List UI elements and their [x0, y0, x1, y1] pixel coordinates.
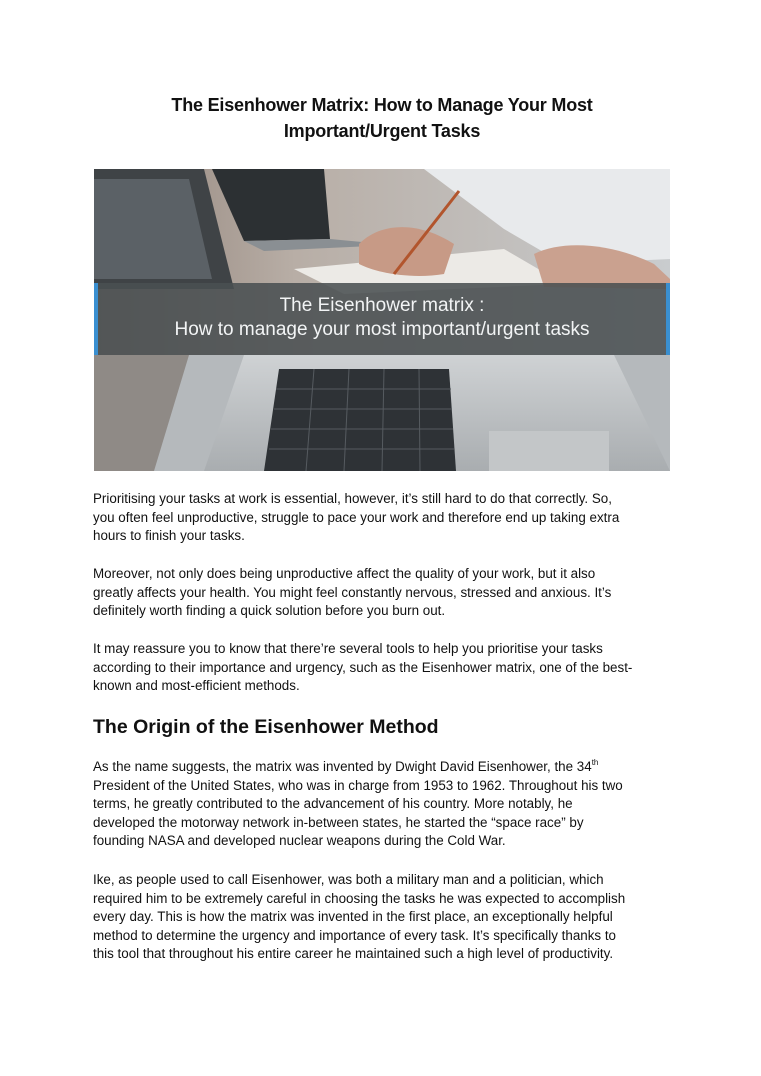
- paragraph-1-line-3: hours to finish your tasks.: [93, 528, 245, 544]
- paragraph-2-line-1: Moreover, not only does being unproductive affect the quality of your work, but it also: [93, 566, 596, 581]
- origin-paragraph-2-line-4: method to determine the urgency and importance of every task. It’s specifically thanks to: [93, 927, 616, 943]
- paragraph-1: [93, 490, 673, 546]
- paragraph-3: [93, 640, 673, 696]
- origin-paragraph-1-line-5: founding NASA and developed nuclear weapons during the Cold War.: [93, 833, 506, 849]
- paragraph-2: [93, 565, 673, 621]
- hero-image: [94, 169, 670, 471]
- origin-line-1-text: As the name suggests, the matrix was invented by Dwight David Eisenhower, the 34: [93, 759, 592, 774]
- paragraph-1-line-2: you often feel unproductive, struggle to pace your work and therefore end up taking extra: [93, 509, 620, 525]
- origin-paragraph-1: [93, 758, 673, 851]
- document-title-line-1: The Eisenhower Matrix: How to Manage Your Most: [171, 95, 593, 115]
- paragraph-3-line-1: It may reassure you to know that there’re several tools to help you prioritise your tasks: [93, 641, 603, 656]
- hero-banner-line-1: The Eisenhower matrix :: [279, 295, 485, 316]
- document-title: [94, 92, 670, 144]
- ordinal-superscript: th: [591, 758, 599, 767]
- paragraph-2-line-3: definitely worth finding a quick solution before you burn out.: [93, 603, 446, 619]
- origin-paragraph-1-line-3: terms, he greatly contributed to the advancement of his country. More notably, he: [93, 796, 573, 812]
- origin-paragraph-1-line-1: [93, 758, 673, 777]
- origin-paragraph-1-line-4: developed the motorway network in-between states, he started the “space race” by: [93, 814, 584, 830]
- laptop-keyboard: [264, 369, 456, 471]
- origin-paragraph-2-line-3: every day. This is how the matrix was invented in the first place, an exceptionally helpful: [93, 909, 613, 925]
- paragraph-2-line-2: greatly affects your health. You might feel constantly nervous, stressed and anxious. It’s: [93, 584, 612, 600]
- origin-paragraph-2: [93, 871, 673, 964]
- section-heading: The Origin of the Eisenhower Method: [93, 716, 439, 738]
- origin-paragraph-2-line-2: required him to be extremely careful in choosing the tasks he was expected to accomplish: [93, 890, 626, 906]
- paragraph-1-line-1: Prioritising your tasks at work is essential, however, it’s still hard to do that correctly. So,: [93, 491, 612, 506]
- laptop-trackpad: [489, 431, 609, 471]
- origin-paragraph-1-line-2: President of the United States, who was in charge from 1953 to 1962. Throughout his two: [93, 777, 623, 793]
- paragraph-3-line-3: known and most-efficient methods.: [93, 678, 300, 694]
- hero-banner: [94, 283, 670, 355]
- paragraph-3-line-2: according to their importance and urgency, such as the Eisenhower matrix, one of the best-: [93, 659, 633, 675]
- origin-paragraph-2-line-5: this tool that throughout his entire career he maintained such a high level of productivity.: [93, 946, 614, 962]
- hero-banner-line-2: How to manage your most important/urgent tasks: [174, 319, 590, 340]
- document-title-line-2: Important/Urgent Tasks: [283, 121, 481, 141]
- origin-paragraph-2-line-1: Ike, as people used to call Eisenhower, was both a military man and a politician, which: [93, 872, 604, 887]
